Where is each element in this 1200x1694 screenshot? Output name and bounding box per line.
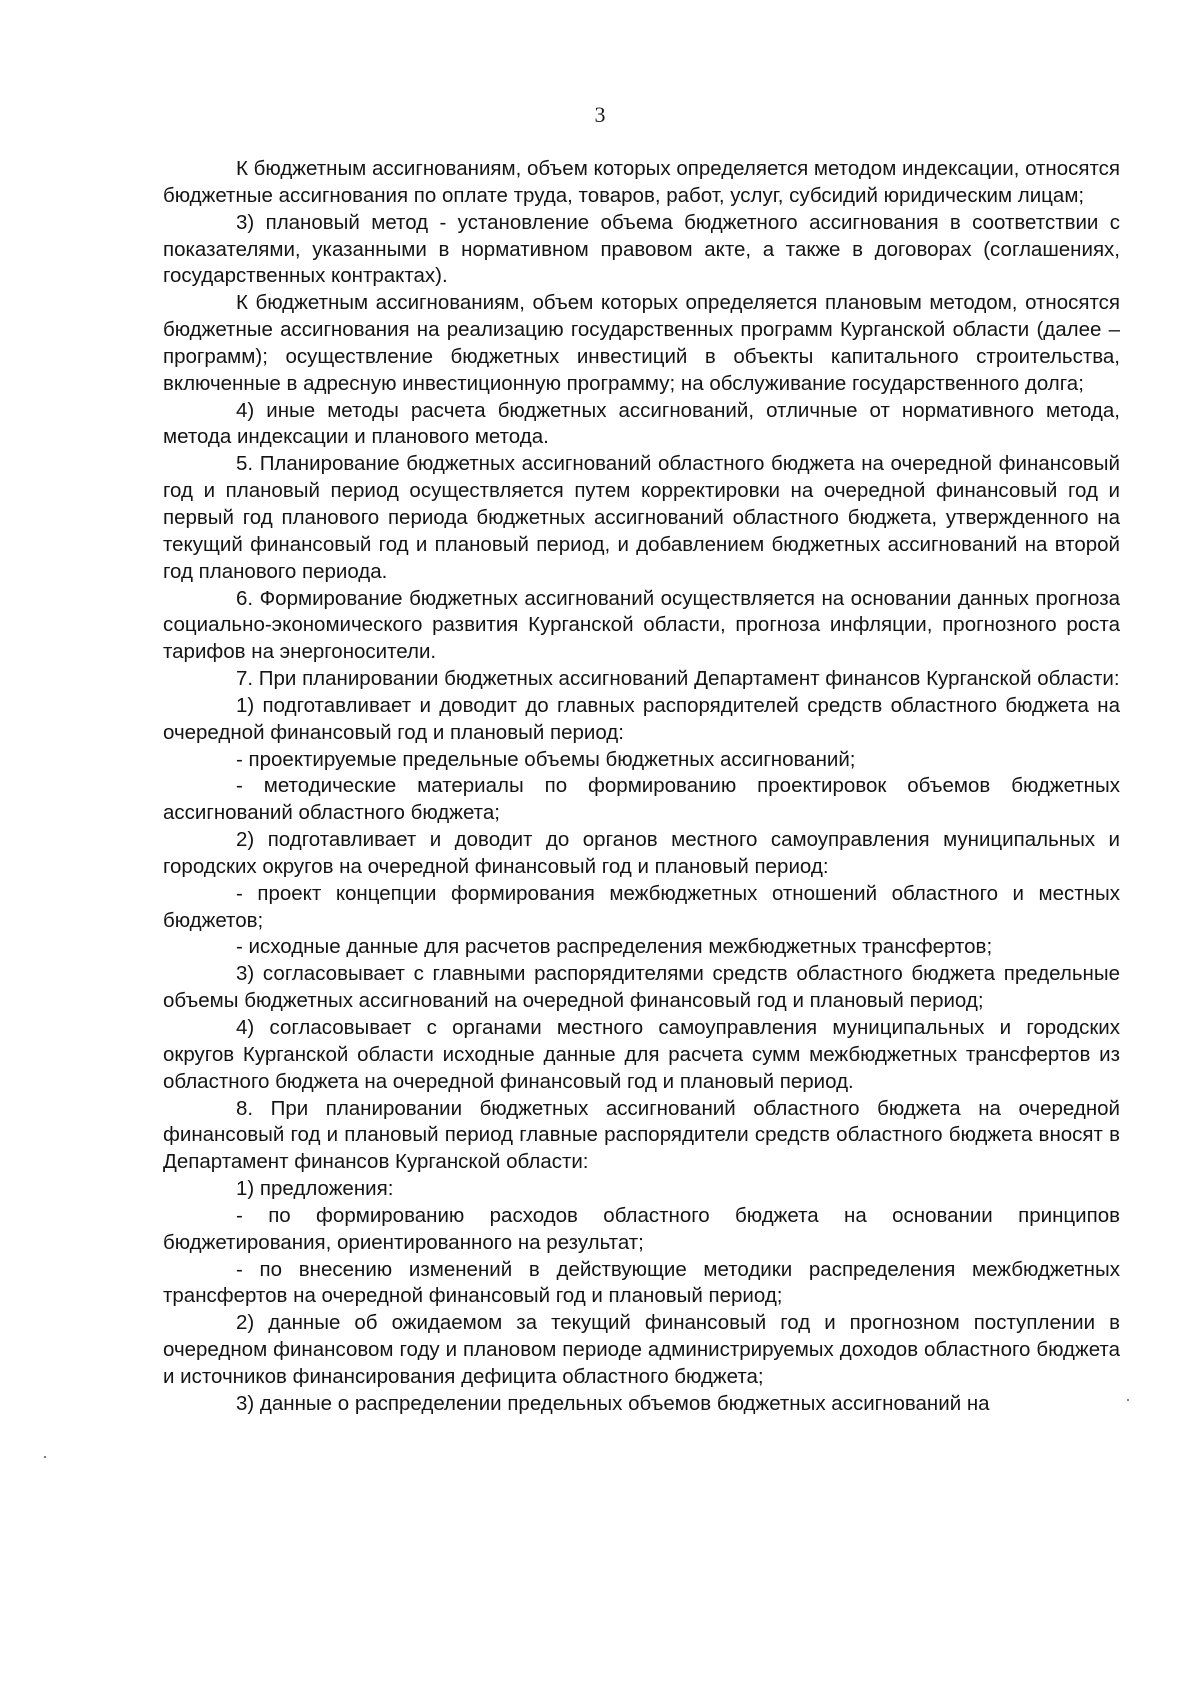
paragraph: 4) согласовывает с органами местного самоуправления муниципальных и городских округов Курганской области исходные данные для расчета сумм межбюджетных трансфертов из областного бюджета на очередной финансовый год и плановый период.: [163, 1016, 1120, 1093]
paragraph: 5. Планирование бюджетных ассигнований областного бюджета на очередной финансовый год и плановый период осуществляется путем корректировки на очередной финансовый год и первый год планового периода бюджетных ассигнований областного бюджета, утвержденного на текущий финансовый год и плановый период, и добавлением бюджетных ассигнований на второй год планового периода.: [163, 452, 1120, 583]
paragraph: 2) данные об ожидаемом за текущий финансовый год и прогнозном поступлении в очередном финансовом году и плановом периоде администрируемых доходов областного бюджета и источников финансирования дефицита областного бюджета;: [163, 1311, 1120, 1388]
paragraph: 8. При планировании бюджетных ассигнований областного бюджета на очередной финансовый год и плановый период главные распорядители средств областного бюджета вносят в Департамент финансов Курганской области:: [163, 1096, 1120, 1174]
paragraph: - по формированию расходов областного бюджета на основании принципов бюджетирования, ориентированного на результат;: [163, 1203, 1120, 1254]
scan-speck: [44, 1456, 46, 1458]
paragraph: 3) согласовывает с главными распорядителями средств областного бюджета предельные объемы бюджетных ассигнований на очередной финансовый год и плановый период;: [163, 962, 1120, 1013]
paragraph: 7. При планировании бюджетных ассигнований Департамент финансов Курганской области:: [236, 667, 1120, 691]
paragraph: - по внесению изменений в действующие методики распределения межбюджетных трансфертов на очередной финансовый год и плановый период;: [163, 1257, 1120, 1308]
paragraph: - методические материалы по формированию проектировок объемов бюджетных ассигнований областного бюджета;: [163, 774, 1120, 825]
paragraph: - проектируемые предельные объемы бюджетных ассигнований;: [236, 747, 856, 771]
paragraph: 2) подготавливает и доводит до органов местного самоуправления муниципальных и городских округов на очередной финансовый год и плановый период:: [163, 828, 1120, 878]
paragraph: - проект концепции формирования межбюджетных отношений областного и местных бюджетов;: [163, 881, 1120, 932]
paragraph: 1) предложения:: [236, 1177, 394, 1201]
paragraph: 3) данные о распределении предельных объемов бюджетных ассигнований на: [236, 1391, 990, 1415]
page-number: 3: [594, 102, 606, 127]
paragraph: 1) подготавливает и доводит до главных распорядителей средств областного бюджета на очередной финансовый год и плановый период:: [163, 693, 1120, 744]
paragraph: - исходные данные для расчетов распределения межбюджетных трансфертов;: [236, 935, 993, 959]
scan-speck: [1127, 1399, 1129, 1401]
paragraph: К бюджетным ассигнованиям, объем которых определяется плановым методом, относятся бюджетные ассигнования на реализацию государственных программ Курганской области (далее – программ); осуществление бюджетных инвестиций в объекты капитального строительства, включенные в адресную инвестиционную программу; на обслуживание государственного долга;: [163, 291, 1120, 395]
paragraph: 4) иные методы расчета бюджетных ассигнований, отличные от нормативного метода, метода индексации и планового метода.: [163, 398, 1120, 449]
paragraph: 6. Формирование бюджетных ассигнований осуществляется на основании данных прогноза социально-экономического развития Курганской области, прогноза инфляции, прогнозного роста тарифов на энергоносители.: [163, 586, 1120, 664]
document-body: [163, 156, 1120, 1418]
paragraph: К бюджетным ассигнованиям, объем которых определяется методом индексации, относятся бюджетные ассигнования по оплате труда, товаров, работ, услуг, субсидий юридическим лицам;: [163, 157, 1120, 207]
paragraph: 3) плановый метод - установление объема бюджетного ассигнования в соответствии с показателями, указанными в нормативном правовом акте, а также в договорах (соглашениях, государственных контрактах).: [163, 210, 1120, 288]
